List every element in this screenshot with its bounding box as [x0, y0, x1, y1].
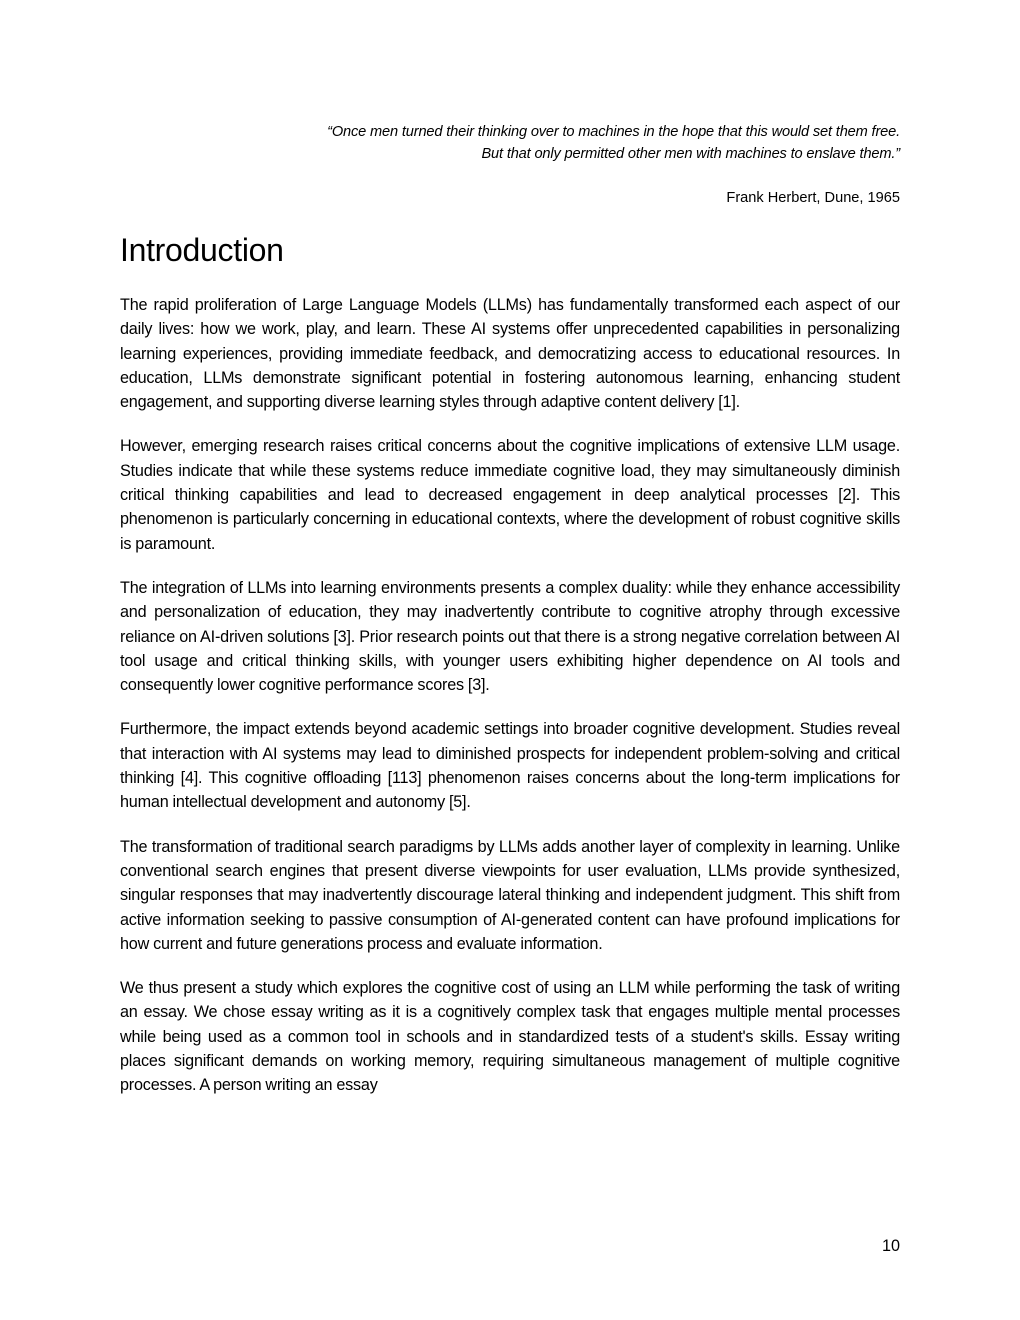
paragraph: We thus present a study which explores the cognitive cost of using an LLM while performing the task of writing an essay. We chose essay writing as it is a cognitively complex task that engages multiple mental processes while being used as a common tool in schools and in standardized tests of a student's skills. Essay writing places significant demands on working memory, requiring simultaneous management of multiple cognitive processes. A person writing an essay — [120, 979, 900, 1095]
epigraph-quote — [120, 121, 900, 165]
body-text — [120, 293, 900, 1118]
paragraph: Furthermore, the impact extends beyond academic settings into broader cognitive development. Studies reveal that interaction with AI systems may lead to diminished prospects for independent problem-solving and critical thinking [4]. This cognitive offloading [113] phenomenon raises concerns about the long-term implications for human intellectual development and autonomy [5]. — [120, 720, 900, 812]
epigraph-line: “Once men turned their thinking over to machines in the hope that this would set them free. — [327, 124, 900, 140]
page-number: 10 — [881, 1237, 900, 1255]
section-title: Introduction — [120, 232, 284, 268]
paragraph: The transformation of traditional search paradigms by LLMs adds another layer of complexity in learning. Unlike conventional search engines that present diverse viewpoints for user evaluation, LLMs provide synthesized, singular responses that may inadvertently discourage lateral thinking and independent judgment. This shift from active information seeking to passive consumption of AI-generated content can have profound implications for how current and future generations process and evaluate information. — [120, 837, 900, 953]
paragraph: The rapid proliferation of Large Language Models (LLMs) has fundamentally transformed each aspect of our daily lives: how we work, play, and learn. These AI systems offer unprecedented capabilities in personalizing learning experiences, providing immediate feedback, and democratizing access to educational resources. In education, LLMs demonstrate significant potential in fostering autonomous learning, enhancing student engagement, and supporting diverse learning styles through adaptive content delivery [1]. — [120, 296, 900, 412]
document-page — [120, 0, 900, 1320]
paragraph: However, emerging research raises critical concerns about the cognitive implications of extensive LLM usage. Studies indicate that while these systems reduce immediate cognitive load, they may simultaneously diminish critical thinking capabilities and lead to decreased engagement in deep analytical processes [2]. This phenomenon is particularly concerning in educational contexts, where the development of robust cognitive skills is paramount. — [120, 437, 900, 553]
epigraph-line: But that only permitted other men with machines to enslave them.” — [481, 146, 900, 162]
epigraph-attribution: Frank Herbert, Dune, 1965 — [726, 190, 900, 206]
paragraph: The integration of LLMs into learning environments presents a complex duality: while they enhance accessibility and personalization of education, they may inadvertently contribute to cognitive atrophy through excessive reliance on AI-driven solutions [3]. Prior research points out that there is a strong negative correlation between AI tool usage and critical thinking skills, with younger users exhibiting higher dependence on AI tools and consequently lower cognitive performance scores [3]. — [120, 578, 900, 695]
